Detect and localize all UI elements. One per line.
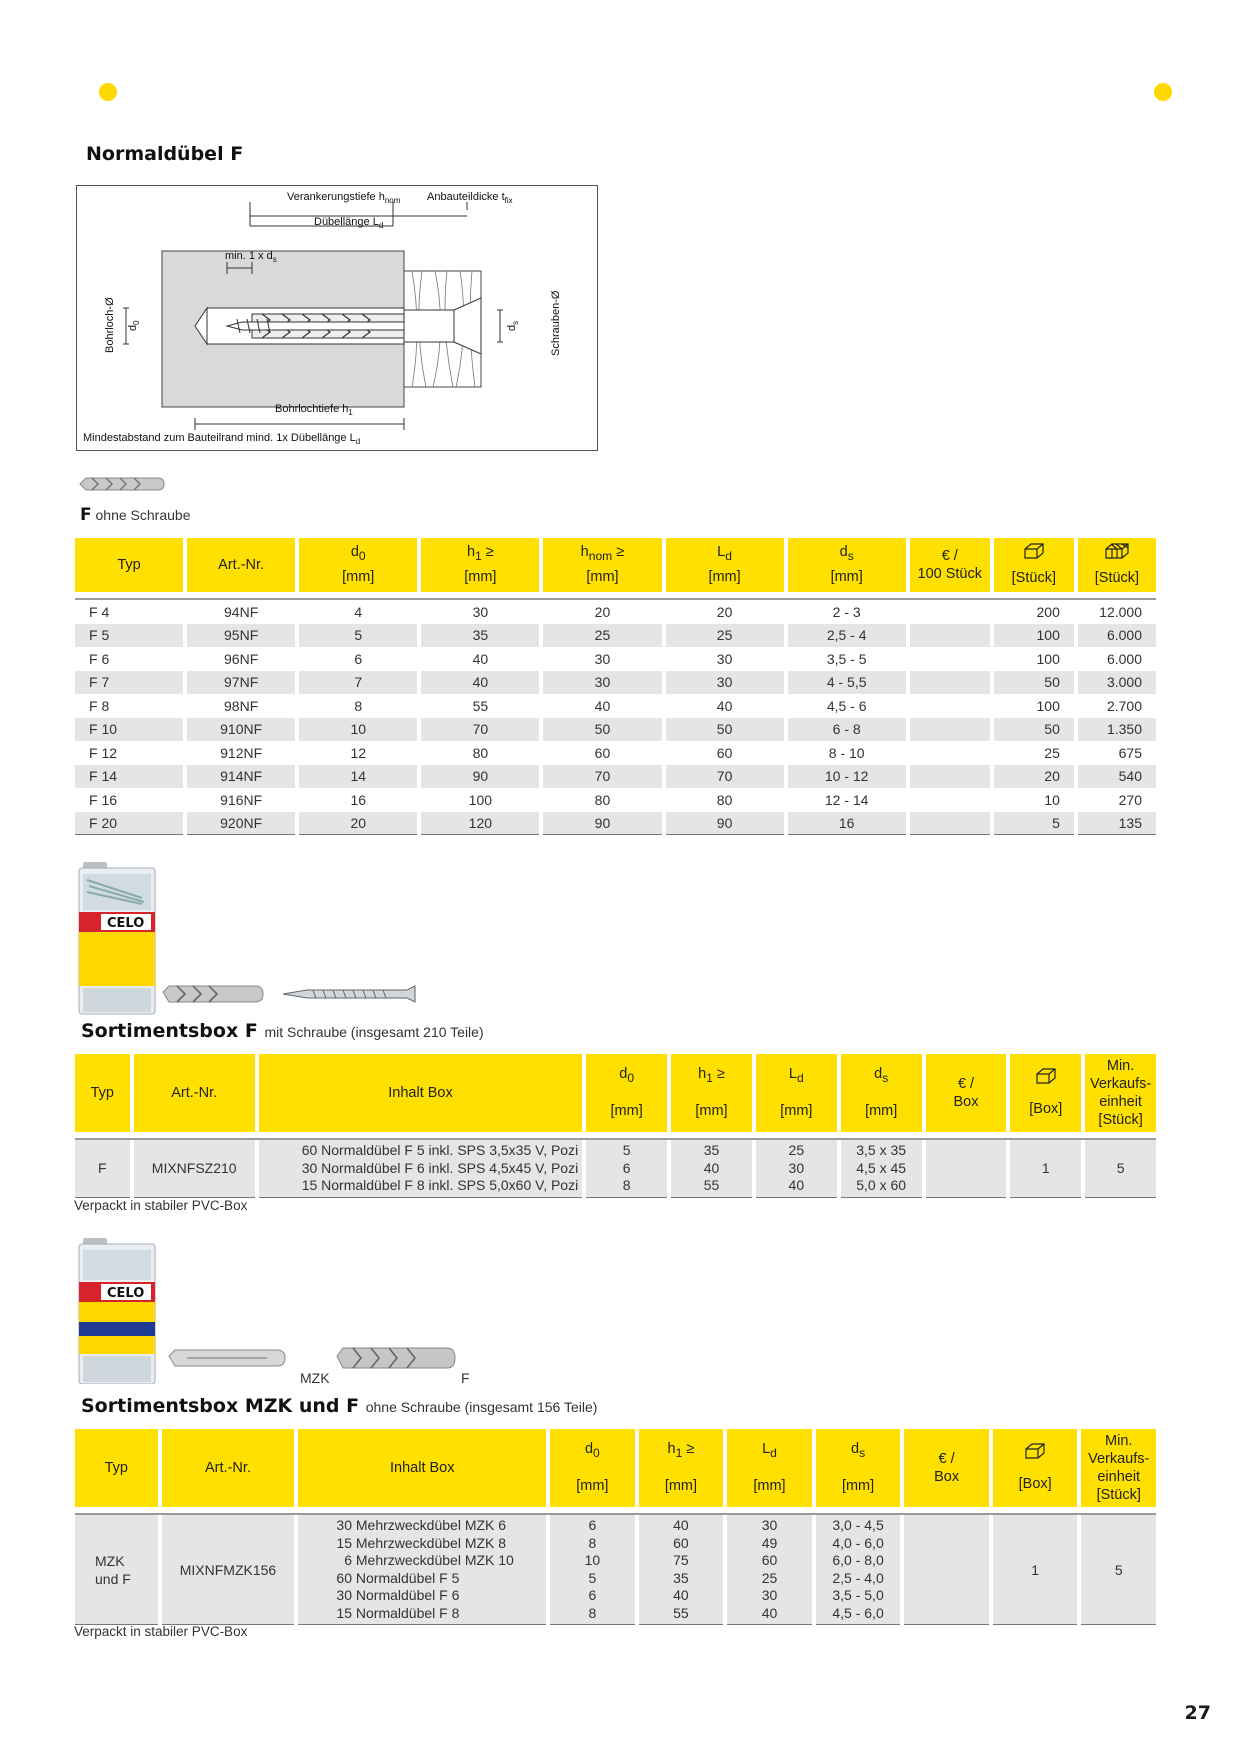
note-pvc-box-1: Verpackt in stabiler PVC-Box — [74, 1198, 248, 1213]
table-cell: 25 — [666, 624, 784, 648]
col-typ: Typ — [75, 1054, 130, 1132]
cell-line: 5,0 x 60 — [856, 1177, 907, 1193]
col-inhalt: Inhalt Box — [298, 1429, 546, 1507]
cell-line: 40 — [761, 1604, 778, 1621]
table-row — [75, 718, 1156, 742]
label-bohrloch: Bohrloch-Ø — [104, 297, 116, 353]
col-d0: $d_0$ [mm] — [299, 538, 417, 592]
table-cell: 70 — [421, 718, 539, 742]
table-cell: 910NF — [187, 718, 295, 742]
label-f: F — [461, 1370, 470, 1386]
cell-line: 40 — [673, 1587, 689, 1603]
table-cell: 98NF — [224, 697, 259, 714]
col-ds: $d_s$ [mm] — [841, 1054, 922, 1132]
col-h1: $h_1$ ≥ [mm] — [421, 538, 539, 592]
cell-line: 6 — [622, 1159, 631, 1176]
table-cell: 95NF — [187, 624, 295, 648]
col-d0: $d_0$ [mm] — [586, 1054, 667, 1132]
cell-line: 60 Normaldübel F 5 inkl. SPS 3,5x35 V, Pozi — [301, 1142, 579, 1158]
label-min: min. 1 x $d_s$ — [225, 250, 277, 264]
variant-caption: F ohne Schraube — [80, 505, 191, 525]
table-cell: 10 — [299, 718, 417, 742]
table-cell: 25 — [1044, 744, 1060, 761]
diagram-svg — [77, 186, 599, 452]
cell-line: 4,0 - 6,0 — [832, 1534, 884, 1551]
table-cell: 40 — [594, 697, 611, 714]
section-title-sortimentsbox-mzk: Sortimentsbox MZK und F ohne Schraube (insgesamt 156 Teile) — [81, 1395, 598, 1417]
table-cell — [910, 718, 990, 742]
cell-line: 8 — [588, 1604, 597, 1621]
col-ds: $d_s$ [mm] — [788, 538, 906, 592]
table-cell: F 4 — [89, 603, 110, 620]
cell-line: 6 — [588, 1587, 597, 1603]
table-cell: 60 — [716, 744, 733, 761]
cell-line: 30 Normaldübel F 6 — [336, 1587, 460, 1603]
table-cell: 100 — [1036, 697, 1060, 714]
label-hnom: Verankerungstiefe $h_{nom}$ — [287, 191, 401, 205]
table-cell: 12 — [350, 744, 367, 761]
cell-line: 30 Normaldübel F 6 inkl. SPS 4,5x45 V, Pozi — [301, 1159, 579, 1176]
table-cell: 50 — [543, 718, 661, 742]
table-cell: F 20 — [75, 812, 183, 836]
cell-line: 60 Normaldübel F 5 — [336, 1569, 460, 1586]
table-cell — [910, 647, 990, 671]
col-box: [Box] — [1010, 1054, 1081, 1132]
table-cell: 912NF — [220, 744, 263, 761]
cell-line: 25 — [788, 1142, 805, 1158]
table-row — [75, 765, 1156, 789]
table-cell — [910, 671, 990, 695]
col-ld: $L_d$ [mm] — [756, 1054, 837, 1132]
table-cell: 90 — [421, 765, 539, 789]
cell-line: 40 — [788, 1177, 805, 1193]
cell-line: 35 — [703, 1142, 720, 1158]
box-small-icon — [1023, 543, 1045, 559]
col-min: Min. Verkaufs- einheit [Stück] — [1085, 1054, 1156, 1132]
table-cell: 135 — [1078, 812, 1156, 836]
table-cell: F 12 — [89, 744, 118, 761]
corner-dot-left — [99, 83, 117, 101]
table-cell: 100 — [994, 624, 1074, 648]
cell-line: 49 — [761, 1534, 778, 1551]
table-cell: 6 - 8 — [788, 718, 906, 742]
label-mindest: Mindestabstand zum Bauteilrand mind. 1x Dübellänge $L_d$ — [83, 432, 361, 446]
cell-line: 35 — [673, 1569, 689, 1586]
note-pvc-box-2: Verpackt in stabiler PVC-Box — [74, 1624, 248, 1639]
label-tfix: Anbauteildicke $t_{fix}$ — [427, 191, 513, 205]
table-cell: 2.700 — [1106, 697, 1142, 714]
cell-line: 30 — [761, 1587, 778, 1603]
col-box: [Box] — [993, 1429, 1078, 1507]
table-cell: 4 — [354, 603, 363, 620]
cell-line: 15 Normaldübel F 8 — [336, 1604, 460, 1621]
table-cell: 90 — [543, 812, 661, 836]
table-cell — [910, 765, 990, 789]
col-ld: $L_d$ [mm] — [727, 1429, 812, 1507]
table-row — [75, 647, 1156, 671]
col-inhalt: Inhalt Box — [259, 1054, 582, 1132]
sortimentsbox-f-image — [77, 860, 417, 1015]
table-cell: 200 — [1036, 603, 1060, 620]
table-cell: 40 — [472, 650, 489, 667]
table-row — [75, 741, 1156, 765]
table-cell: F 7 — [75, 671, 183, 695]
sortimentsbox-mzk-image — [77, 1236, 477, 1384]
table-cell: 100 — [468, 791, 493, 808]
table-sortimentsbox-mzk — [71, 1429, 1160, 1625]
label-mzk: MZK — [300, 1370, 330, 1386]
table-cell: 5 — [994, 812, 1074, 836]
installation-diagram — [76, 185, 598, 451]
table-cell: 8 - 10 — [828, 744, 865, 761]
table-cell — [910, 694, 990, 718]
cell-line: 2,5 - 4,0 — [832, 1569, 884, 1586]
table-cell: 50 — [994, 718, 1074, 742]
col-min: Min. Verkaufs- einheit [Stück] — [1081, 1429, 1156, 1507]
cell-line: 30 — [761, 1517, 778, 1533]
cell-line: 5 — [622, 1142, 631, 1158]
table-row — [75, 812, 1156, 836]
table-cell: 8 — [354, 697, 363, 714]
box-brand-label: CELO — [107, 916, 145, 931]
col-price: € / Box — [926, 1054, 1007, 1132]
table-cell: 270 — [1118, 791, 1142, 808]
col-art: Art.-Nr. — [134, 1054, 255, 1132]
section-title-sortimentsbox-f: Sortimentsbox F mit Schraube (insgesamt 210 Teile) — [81, 1020, 484, 1042]
table-cell: 10 — [1044, 791, 1060, 808]
box-brand-label: CELO — [107, 1286, 145, 1301]
table-cell: F 14 — [75, 765, 183, 789]
table-cell: 120 — [421, 812, 539, 836]
col-typ: Typ — [75, 538, 183, 592]
table-cell: 2 - 3 — [832, 603, 861, 620]
table-row — [75, 671, 1156, 695]
cell-line: 60 — [673, 1534, 689, 1551]
table-cell: 97NF — [187, 671, 295, 695]
label-d0: $d_0$ — [127, 320, 141, 331]
cell-line: 15 Mehrzweckdübel MZK 8 — [336, 1534, 507, 1551]
label-ds: $d_s$ — [506, 320, 520, 331]
table-cell — [910, 741, 990, 765]
table-cell: F 8 — [89, 697, 110, 714]
table-cell: 540 — [1078, 765, 1156, 789]
table-cell: 3.000 — [1078, 671, 1156, 695]
table-cell — [910, 600, 990, 624]
table-row — [75, 694, 1156, 718]
table-cell: 96NF — [224, 650, 259, 667]
box-small-icon — [1024, 1443, 1046, 1459]
table-cell: F 6 — [89, 650, 110, 667]
col-typ: Typ — [75, 1429, 158, 1507]
table-cell: 10 - 12 — [788, 765, 906, 789]
cell-line: 5 — [588, 1569, 597, 1586]
table-cell: 70 — [666, 765, 784, 789]
col-pack-large: [Stück] — [1078, 538, 1156, 592]
cell-line: 40 — [673, 1517, 689, 1533]
col-h1: $h_1$ ≥ [mm] — [639, 1429, 724, 1507]
table-cell: 12.000 — [1099, 603, 1142, 620]
cell-line: 8 — [588, 1534, 597, 1551]
table-cell: 80 — [716, 791, 733, 808]
table-cell: 80 — [594, 791, 611, 808]
table-normalduebel — [71, 538, 1160, 835]
table-cell: F 16 — [89, 791, 118, 808]
cell-line: 6 — [588, 1517, 597, 1533]
table-cell: 70 — [543, 765, 661, 789]
table-cell: 16 — [350, 791, 367, 808]
cell-line: 4,5 x 45 — [856, 1159, 907, 1176]
dowel-f-image — [78, 472, 166, 496]
table-cell: 5 — [299, 624, 417, 648]
table-cell: 30 — [543, 671, 661, 695]
table-cell: 90 — [666, 812, 784, 836]
table-cell: 55 — [472, 697, 489, 714]
cell-line: 8 — [622, 1177, 631, 1193]
table-cell: 60 — [594, 744, 611, 761]
col-ds: $d_s$ [mm] — [816, 1429, 901, 1507]
table-cell: 4,5 - 6 — [826, 697, 867, 714]
col-ld: $L_d$ [mm] — [666, 538, 784, 592]
table-cell: 94NF — [224, 603, 259, 620]
table-cell: F 5 — [75, 624, 183, 648]
cell-line: 30 Mehrzweckdübel MZK 6 — [336, 1517, 507, 1533]
table-cell: 30 — [666, 671, 784, 695]
cell-line: 10 — [584, 1552, 601, 1568]
table-cell: 16 — [788, 812, 906, 836]
col-h1: $h_1$ ≥ [mm] — [671, 1054, 752, 1132]
table-cell: 916NF — [220, 791, 263, 808]
table-cell: 30 — [594, 650, 611, 667]
table-cell: 100 — [1036, 650, 1060, 667]
table-cell: 50 — [994, 671, 1074, 695]
table-cell: 35 — [421, 624, 539, 648]
table-cell: 12 - 14 — [824, 791, 869, 808]
section-title-normalduebel: Normaldübel F — [86, 143, 244, 165]
table-row — [75, 788, 1156, 812]
cell-line: 55 — [673, 1604, 689, 1621]
table-cell: 40 — [421, 671, 539, 695]
table-cell: 20 — [594, 603, 611, 620]
cell-line: 55 — [703, 1177, 720, 1193]
corner-dot-right — [1154, 83, 1172, 101]
cell-line: 30 — [788, 1159, 805, 1176]
table-cell: 50 — [666, 718, 784, 742]
cell-line: 40 — [703, 1159, 720, 1176]
cell-line: 15 Normaldübel F 8 inkl. SPS 5,0x60 V, Pozi — [301, 1177, 579, 1193]
table-cell: 40 — [716, 697, 733, 714]
label-ld: Dübellänge $L_d$ — [314, 216, 384, 230]
table-cell: 25 — [543, 624, 661, 648]
cell-line: 25 — [761, 1569, 778, 1586]
cell-line: 6 Mehrzweckdübel MZK 10 — [336, 1552, 514, 1568]
table-cell: 14 — [299, 765, 417, 789]
col-d0: $d_0$ [mm] — [550, 1429, 635, 1507]
col-pack-small: [Stück] — [994, 538, 1074, 592]
table-cell: 7 — [299, 671, 417, 695]
box-large-icon — [1104, 543, 1130, 559]
label-h1: Bohrlochtiefe $h_1$ — [275, 403, 353, 417]
table-cell: 6 — [354, 650, 363, 667]
cell-line: 75 — [673, 1552, 689, 1568]
table-cell — [910, 812, 990, 836]
table-cell — [910, 788, 990, 812]
table-cell: 914NF — [187, 765, 295, 789]
cell-line: 3,5 - 5,0 — [832, 1587, 884, 1603]
col-hnom: $h_{nom}$ ≥ [mm] — [543, 538, 661, 592]
cell-line: 60 — [761, 1552, 778, 1568]
col-price: € / 100 Stück — [910, 538, 990, 592]
table-cell: 80 — [472, 744, 489, 761]
cell-line: 3,0 - 4,5 — [832, 1517, 884, 1533]
box-small-icon — [1035, 1068, 1057, 1084]
label-schrauben: Schrauben-Ø — [550, 290, 562, 356]
table-cell: 20 — [299, 812, 417, 836]
cell-line: 4,5 - 6,0 — [832, 1604, 884, 1621]
table-row: F MIXNFSZ210 60 Normaldübel F 5 inkl. SPS 3,5x35 V, Pozi 30 Normaldübel F 6 inkl. SPS 4,5x45 V, Pozi 15 Normaldübel F 8 inkl. SPS 5,0x60 V, Pozi 5 6 8 35 40 55 25 30 40 3,5 x 35 4,5 x 45 5,0 x 60 1 5 — [75, 1140, 1156, 1198]
table-cell: 30 — [716, 650, 733, 667]
table-cell: 1.350 — [1078, 718, 1156, 742]
table-cell: 20 — [994, 765, 1074, 789]
table-cell: 6.000 — [1078, 624, 1156, 648]
page-number: 27 — [1184, 1702, 1211, 1724]
table-cell: 20 — [716, 603, 733, 620]
col-art: Art.-Nr. — [162, 1429, 295, 1507]
table-row — [75, 600, 1156, 624]
table-cell — [910, 624, 990, 648]
table-cell: 2,5 - 4 — [788, 624, 906, 648]
col-art: Art.-Nr. — [187, 538, 295, 592]
table-cell: 675 — [1118, 744, 1142, 761]
table-row — [75, 624, 1156, 648]
cell-line: 3,5 x 35 — [856, 1142, 907, 1158]
table-cell: 4 - 5,5 — [788, 671, 906, 695]
table-cell: F 10 — [75, 718, 183, 742]
table-cell: 30 — [472, 603, 489, 620]
table-cell: 6.000 — [1106, 650, 1142, 667]
col-price: € / Box — [904, 1429, 989, 1507]
table-row: MZK und F MIXNFMZK156 30 Mehrzweckdübel MZK 6 15 Mehrzweckdübel MZK 8 6 Mehrzweckdübel MZK 10 60 Normaldübel F 5 30 Normaldübel F 6 15 Normaldübel F 8 6 8 10 5 6 8 40 60 75 35 40 55 30 49 60 25 30 40 3,0 - 4,5 4,0 - 6,0 6,0 - 8,0 2,5 - 4,0 3,5 - 5,0 4,5 - 6,0 1 5 — [75, 1515, 1156, 1625]
table-sortimentsbox-f — [71, 1054, 1160, 1198]
table-cell: 920NF — [187, 812, 295, 836]
cell-line: 6,0 - 8,0 — [832, 1552, 884, 1568]
table-cell: 3,5 - 5 — [826, 650, 867, 667]
